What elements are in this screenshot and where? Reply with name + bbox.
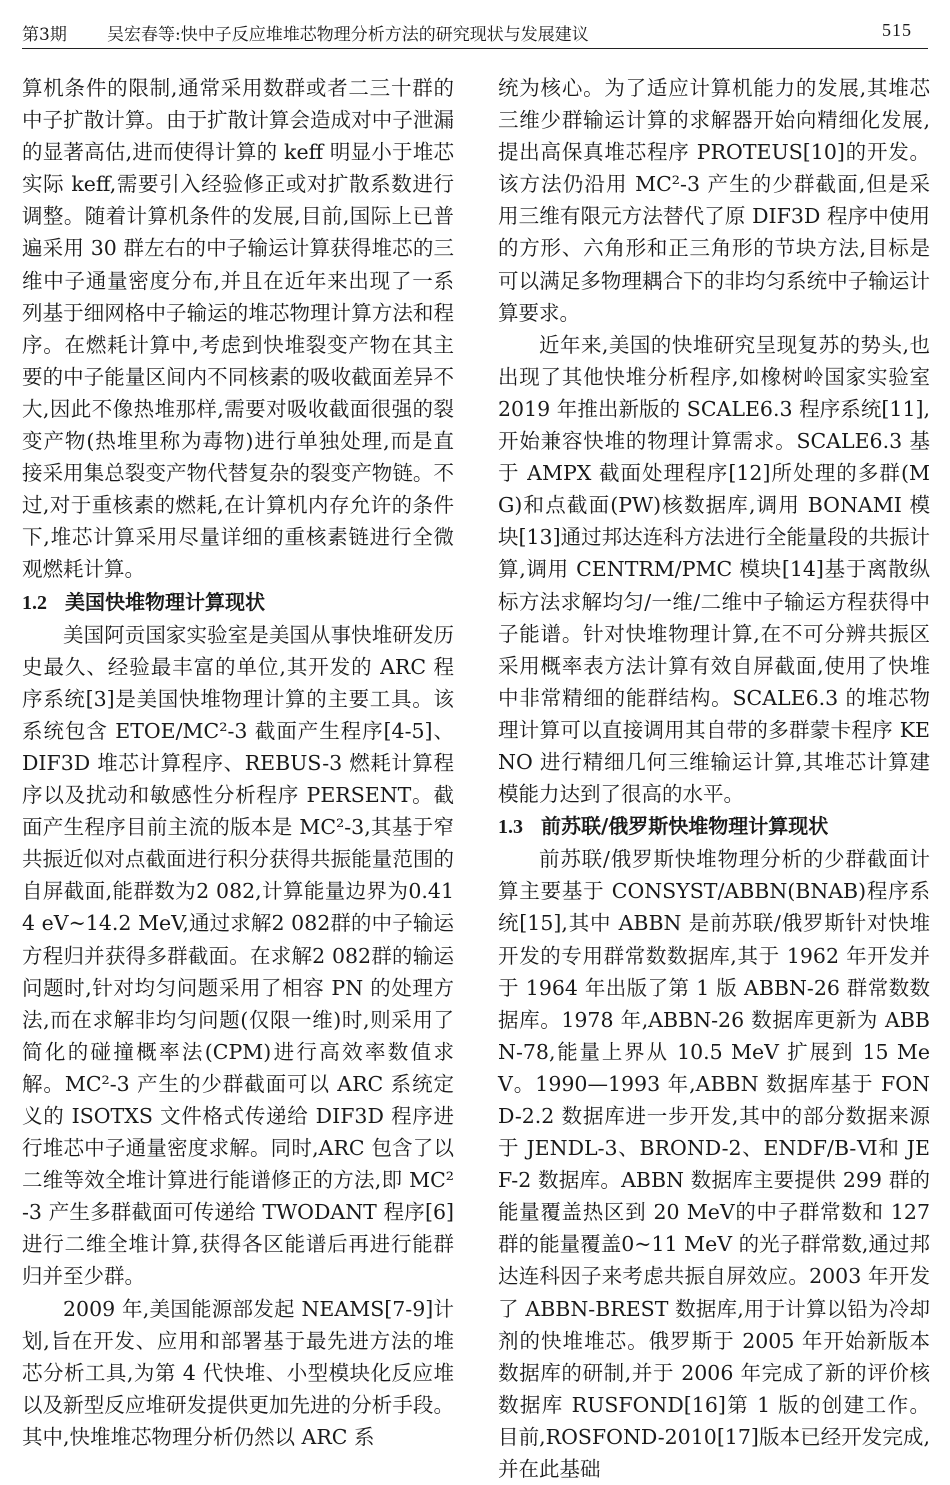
section-number: 1.2 <box>22 591 47 614</box>
section-heading-1-2 <box>22 586 454 619</box>
section-title: 前苏联/俄罗斯快堆物理计算现状 <box>541 814 829 839</box>
running-title: 吴宏春等:快中子反应堆堆芯物理分析方法的研究现状与发展建议 <box>107 25 589 45</box>
paragraph: 算机条件的限制,通常采用数群或者二三十群的中子扩散计算。由于扩散计算会造成对中子泄漏的显著高估,进而使得计算的 keff 明显小于堆芯实际 keff,需要引入经验修正或对扩散系数进行调整。随着计算机条件的发展,目前,国际上已普遍采用 30 群左右的中子输运计算获得堆芯的三维中子通量密度分布,并且在近年来出现了一系列基于细网格中子输运的堆芯物理计算方法和程序。在燃耗计算中,考虑到快堆裂变产物在其主要的中子能量区间内不同核素的吸收截面差异不大,因此不像热堆那样,需要对吸收截面很强的裂变产物(热堆里称为毒物)进行单独处理,而是直接采用集总裂变产物代替复杂的裂变产物链。不过,对于重核素的燃耗,在计算机内存允许的条件下,堆芯计算采用尽量详细的重核素链进行全微观燃耗计算。 <box>22 76 454 582</box>
paragraph: 统为核心。为了适应计算机能力的发展,其堆芯三维少群输运计算的求解器开始向精细化发展,提出高保真堆芯程序 PROTEUS[10]的开发。该方法仍沿用 MC²-3 产生的少群截面,但是采用三维有限元方法替代了原 DIF3D 程序中使用的方形、六角形和正三角形的节块方法,目标是可以满足多物理耦合下的非均匀系统中子输运计算要求。 <box>498 76 930 325</box>
paragraph: 前苏联/俄罗斯快堆物理分析的少群截面计算主要基于 CONSYST/ABBN(BNAB)程序系统[15],其中 ABBN 是前苏联/俄罗斯针对快堆开发的专用群常数数据库,其于 1962 年开发并于 1964 年出版了第 1 版 ABBN-26 群常数数据库。1978 年,ABBN-26 数据库更新为 ABBN-78,能量上界从 10.5 MeV 扩展到 15 MeV。1990—1993 年,ABBN 数据库基于 FOND-2.2 数据库进一步开发,其中的部分数据来源于 JENDL-3、BROND-2、ENDF/B-Ⅵ和 JEF-2 数据库。ABBN 数据库主要提供 299 群的能量覆盖热区到 20 MeV的中子群常数和 127 群的能量覆盖0~11 MeV 的光子群常数,通过邦达连科因子来考虑共振自屏效应。2003 年开发了 ABBN-BREST 数据库,用于计算以铅为冷却剂的快堆堆芯。俄罗斯于 2005 年开始新版本数据库的研制,并于 2006 年完成了新的评价核数据库 RUSFOND[16]第 1 版的创建工作。目前,ROSFOND-2010[17]版本已经开发完成,并在此基础 <box>498 847 930 1482</box>
section-heading-1-3 <box>498 810 930 843</box>
section-number: 1.3 <box>498 816 523 839</box>
page-header <box>22 14 928 49</box>
section-title: 美国快堆物理计算现状 <box>65 589 265 614</box>
page-number: 515 <box>882 20 912 40</box>
issue-label: 第3期 <box>22 25 67 45</box>
right-column <box>498 72 930 1485</box>
paragraph: 2009 年,美国能源部发起 NEAMS[7-9]计划,旨在开发、应用和部署基于最先进方法的堆芯分析工具,为第 4 代快堆、小型模块化反应堆以及新型反应堆研发提供更加先进的分析手段。其中,快堆堆芯物理分析仍然以 ARC 系 <box>22 1296 454 1449</box>
left-column <box>22 72 454 1453</box>
paragraph: 近年来,美国的快堆研究呈现复苏的势头,也出现了其他快堆分析程序,如橡树岭国家实验室 2019 年推出新版的 SCALE6.3 程序系统[11],开始兼容快堆的物理计算需求。SCALE6.3 基于 AMPX 截面处理程序[12]所处理的多群(MG)和点截面(PW)核数据库,调用 BONAMI 模块[13]通过邦达连科方法进行全能量段的共振计算,调用 CENTRM/PMC 模块[14]基于离散纵标方法求解均匀/一维/二维中子输运方程获得中子能谱。针对快堆物理计算,在不可分辨共振区采用概率表方法计算有效自屏截面,使用了快堆中非常精细的能群结构。SCALE6.3 的堆芯物理计算可以直接调用其自带的多群蒙卡程序 KENO 进行精细几何三维输运计算,其堆芯计算建模能力达到了很高的水平。 <box>498 332 930 807</box>
paragraph: 美国阿贡国家实验室是美国从事快堆研发历史最久、经验最丰富的单位,其开发的 ARC 程序系统[3]是美国快堆物理计算的主要工具。该系统包含 ETOE/MC²-3 截面产生程序[4-5]、DIF3D 堆芯计算程序、REBUS-3 燃耗计算程序以及扰动和敏感性分析程序 PERSENT。截面产生程序目前主流的版本是 MC²-3,其基于窄共振近似对点截面进行积分获得共振能量范围的自屏截面,能群数为2 082,计算能量边界为0.414 eV~14.2 MeV,通过求解2 082群的中子输运方程归并获得多群截面。在求解2 082群的输运问题时,针对均匀问题采用了相容 PN 的处理方法,而在求解非均匀问题(仅限一维)时,则采用了简化的碰撞概率法(CPM)进行高效率数值求解。MC²-3 产生的少群截面可以 ARC 系统定义的 ISOTXS 文件格式传递给 DIF3D 程序进行堆芯中子通量密度求解。同时,ARC 包含了以二维等效全堆计算进行能谱修正的方法,即 MC²-3 产生多群截面可传递给 TWODANT 程序[6]进行二维全堆计算,获得各区能谱后再进行能群归并至少群。 <box>22 622 454 1289</box>
